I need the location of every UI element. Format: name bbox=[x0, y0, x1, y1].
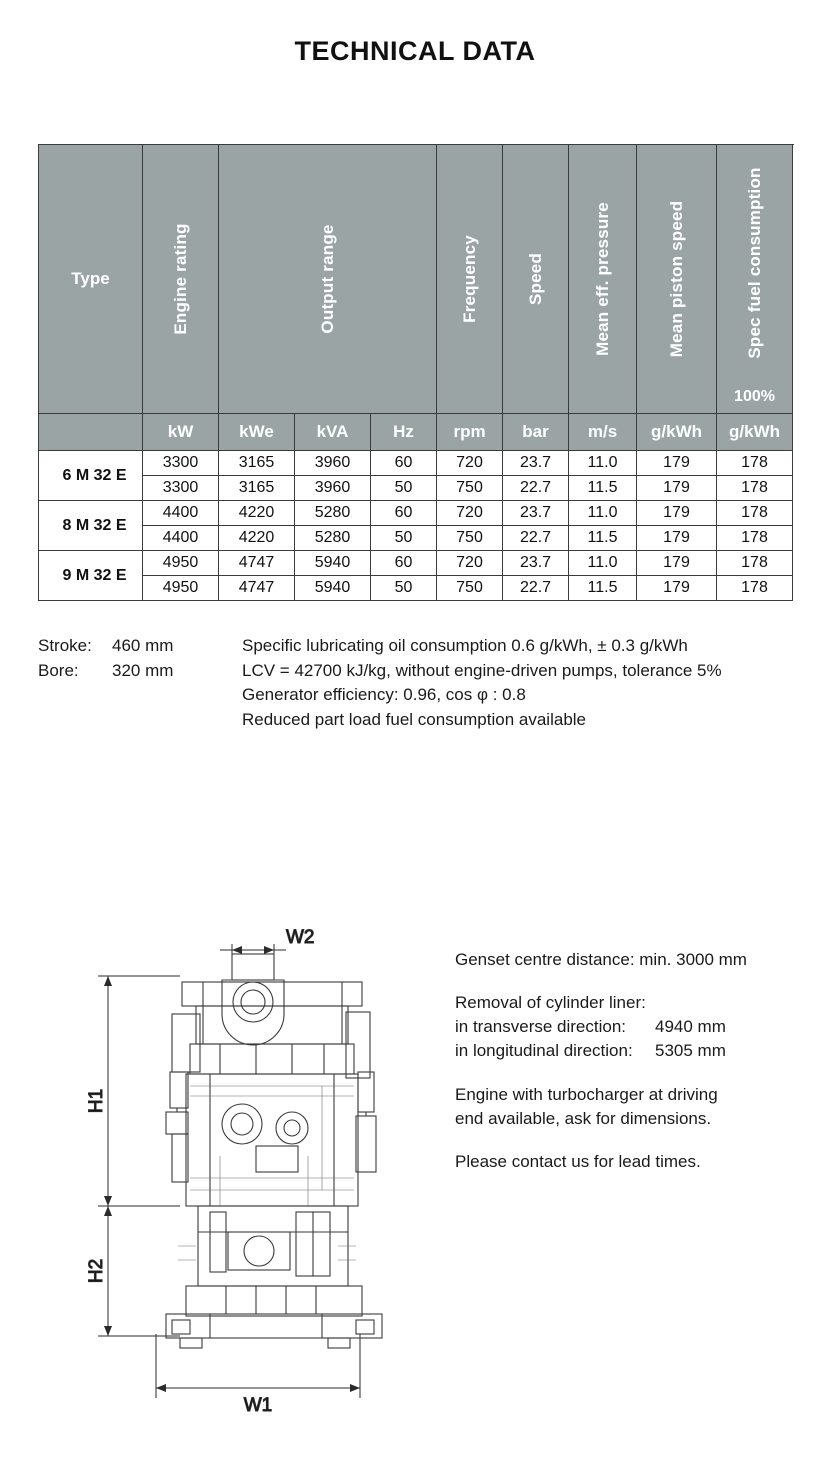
header-mean-piston-speed bbox=[637, 145, 717, 414]
header-engine-rating-label: Engine rating bbox=[170, 223, 190, 335]
engine-detail-lines bbox=[178, 1086, 356, 1260]
note-part-load: Reduced part load fuel consumption available bbox=[242, 709, 587, 729]
info-block bbox=[455, 948, 805, 1193]
unit-kva: kVA bbox=[295, 414, 371, 451]
info-lead-times: Please contact us for lead times. bbox=[455, 1151, 701, 1171]
header-spec-fuel-consumption bbox=[717, 145, 793, 382]
cell-sfc-85: 178 bbox=[717, 576, 793, 601]
cell-rpm: 750 bbox=[437, 526, 503, 551]
engine-drawing-svg bbox=[60, 916, 430, 1416]
cell-bar: 23.7 bbox=[503, 551, 569, 576]
table-row bbox=[39, 451, 793, 476]
cell-sfc-100: 179 bbox=[637, 451, 717, 476]
cell-sfc-85: 178 bbox=[717, 476, 793, 501]
table-row bbox=[39, 551, 793, 576]
cell-rpm: 720 bbox=[437, 501, 503, 526]
cell-ms: 11.0 bbox=[569, 501, 637, 526]
row-type-9m32e: 9 M 32 E bbox=[39, 551, 143, 601]
cell-bar: 22.7 bbox=[503, 526, 569, 551]
cell-kwe: 3165 bbox=[219, 476, 295, 501]
info-removal-transverse bbox=[455, 1015, 805, 1039]
cell-kwe: 4747 bbox=[219, 551, 295, 576]
note-stroke-label: Stroke: bbox=[38, 636, 92, 655]
cell-kw: 4950 bbox=[143, 576, 219, 601]
cell-hz: 60 bbox=[371, 451, 437, 476]
cell-rpm: 720 bbox=[437, 551, 503, 576]
cell-sfc-85: 178 bbox=[717, 551, 793, 576]
cell-bar: 22.7 bbox=[503, 476, 569, 501]
info-removal-longitudinal bbox=[455, 1039, 805, 1063]
cell-hz: 60 bbox=[371, 551, 437, 576]
cell-kw: 4400 bbox=[143, 501, 219, 526]
page-title: TECHNICAL DATA bbox=[294, 36, 536, 66]
note-stroke-value: 460 mm bbox=[112, 636, 174, 655]
technical-data-table bbox=[38, 144, 826, 601]
cell-kva: 5940 bbox=[295, 576, 371, 601]
cell-ms: 11.5 bbox=[569, 526, 637, 551]
cell-hz: 50 bbox=[371, 476, 437, 501]
dim-w1 bbox=[156, 1334, 360, 1398]
cell-rpm: 720 bbox=[437, 451, 503, 476]
cell-hz: 60 bbox=[371, 501, 437, 526]
unit-bar: bar bbox=[503, 414, 569, 451]
cell-kva: 5940 bbox=[295, 551, 371, 576]
info-removal-transverse-label: in transverse direction: bbox=[455, 1017, 627, 1037]
cell-hz: 50 bbox=[371, 526, 437, 551]
header-engine-rating bbox=[143, 145, 219, 414]
note-bore-label: Bore: bbox=[38, 660, 79, 680]
info-turbocharger bbox=[455, 1083, 805, 1131]
cell-ms: 11.5 bbox=[569, 476, 637, 501]
table-row bbox=[39, 501, 793, 526]
technical-data-table-container bbox=[38, 144, 826, 601]
cell-hz: 50 bbox=[371, 576, 437, 601]
header-mean-eff-pressure bbox=[569, 145, 637, 414]
cell-sfc-100: 179 bbox=[637, 476, 717, 501]
cell-sfc-85: 178 bbox=[717, 451, 793, 476]
dim-h1 bbox=[98, 976, 180, 1206]
cell-kwe: 3165 bbox=[219, 451, 295, 476]
cell-rpm: 750 bbox=[437, 476, 503, 501]
table-header-row bbox=[39, 145, 793, 382]
cell-sfc-100: 179 bbox=[637, 576, 717, 601]
cell-sfc-100: 179 bbox=[637, 526, 717, 551]
cell-ms: 11.5 bbox=[569, 576, 637, 601]
info-removal-longitudinal-label: in longitudinal direction: bbox=[455, 1041, 633, 1061]
header-speed-label: Speed bbox=[525, 252, 545, 306]
note-lube-oil: Specific lubricating oil consumption 0.6 g/kWh, ± 0.3 g/kWh bbox=[242, 636, 688, 655]
unit-hz: Hz bbox=[371, 414, 437, 451]
general-notes bbox=[242, 634, 802, 733]
row-type-8m32e: 8 M 32 E bbox=[39, 501, 143, 551]
header-type: Type bbox=[39, 145, 143, 414]
header-output-range-label: Output range bbox=[317, 224, 337, 334]
cell-bar: 22.7 bbox=[503, 576, 569, 601]
header-frequency-label: Frequency bbox=[459, 235, 479, 323]
cell-kw: 3300 bbox=[143, 451, 219, 476]
table-units-row bbox=[39, 414, 793, 451]
cell-ms: 11.0 bbox=[569, 451, 637, 476]
header-mean-piston-speed-label: Mean piston speed bbox=[666, 200, 686, 358]
dim-label-w2: W2 bbox=[286, 927, 315, 948]
cell-kw: 4400 bbox=[143, 526, 219, 551]
cell-kwe: 4220 bbox=[219, 501, 295, 526]
cell-sfc-85: 178 bbox=[717, 501, 793, 526]
header-frequency bbox=[437, 145, 503, 414]
cell-sfc-100: 179 bbox=[637, 501, 717, 526]
header-speed bbox=[503, 145, 569, 414]
info-removal-title: Removal of cylinder liner: bbox=[455, 993, 646, 1013]
header-mean-eff-pressure-label: Mean eff. pressure bbox=[592, 202, 612, 356]
cell-kva: 3960 bbox=[295, 476, 371, 501]
unit-gkwh-85: g/kWh bbox=[717, 414, 793, 451]
dim-h2 bbox=[98, 1206, 180, 1336]
cell-kwe: 4747 bbox=[219, 576, 295, 601]
header-spec-fuel-consumption-label: Spec fuel consumption bbox=[744, 167, 764, 359]
dim-w2 bbox=[220, 944, 286, 976]
cell-sfc-100: 179 bbox=[637, 551, 717, 576]
unit-ms: m/s bbox=[569, 414, 637, 451]
dim-label-h2: H2 bbox=[86, 1258, 107, 1284]
note-bore bbox=[38, 659, 238, 684]
table-row bbox=[39, 476, 793, 501]
cell-bar: 23.7 bbox=[503, 501, 569, 526]
cell-rpm: 750 bbox=[437, 576, 503, 601]
note-stroke bbox=[38, 634, 238, 659]
cell-kwe: 4220 bbox=[219, 526, 295, 551]
cell-kva: 5280 bbox=[295, 526, 371, 551]
engine-drawing bbox=[60, 916, 430, 1416]
cell-ms: 11.0 bbox=[569, 551, 637, 576]
header-pct-100: 100% bbox=[717, 381, 793, 414]
table-row bbox=[39, 526, 793, 551]
cell-kva: 5280 bbox=[295, 501, 371, 526]
info-turbocharger-line1: Engine with turbocharger at driving bbox=[455, 1084, 718, 1104]
unit-type bbox=[39, 414, 143, 451]
unit-kwe: kWe bbox=[219, 414, 295, 451]
cell-sfc-85: 178 bbox=[717, 526, 793, 551]
cell-kva: 3960 bbox=[295, 451, 371, 476]
row-type-6m32e: 6 M 32 E bbox=[39, 451, 143, 501]
cell-bar: 23.7 bbox=[503, 451, 569, 476]
table-subheader-row: 100% 85% bbox=[39, 381, 793, 414]
header-output-range bbox=[219, 145, 437, 414]
note-bore-value: 320 mm bbox=[112, 660, 174, 680]
unit-gkwh-100: g/kWh bbox=[637, 414, 717, 451]
info-genset-distance: Genset centre distance: min. 3000 mm bbox=[455, 950, 747, 969]
cell-kw: 4950 bbox=[143, 551, 219, 576]
unit-rpm: rpm bbox=[437, 414, 503, 451]
info-removal-transverse-value: 4940 mm bbox=[655, 1017, 726, 1037]
dim-label-h1: H1 bbox=[86, 1088, 107, 1114]
note-generator-efficiency: Generator efficiency: 0.96, cos φ : 0.8 bbox=[242, 685, 526, 705]
info-removal-longitudinal-value: 5305 mm bbox=[655, 1041, 726, 1061]
info-turbocharger-line2: end available, ask for dimensions. bbox=[455, 1108, 712, 1128]
note-lcv: LCV = 42700 kJ/kg, without engine-driven pumps, tolerance 5% bbox=[242, 660, 722, 680]
cell-kw: 3300 bbox=[143, 476, 219, 501]
unit-kw: kW bbox=[143, 414, 219, 451]
info-removal bbox=[455, 991, 805, 1063]
table-row bbox=[39, 576, 793, 601]
dim-label-w1: W1 bbox=[243, 1395, 273, 1416]
dimensions-notes bbox=[38, 634, 238, 683]
engine-outline bbox=[166, 954, 382, 1348]
